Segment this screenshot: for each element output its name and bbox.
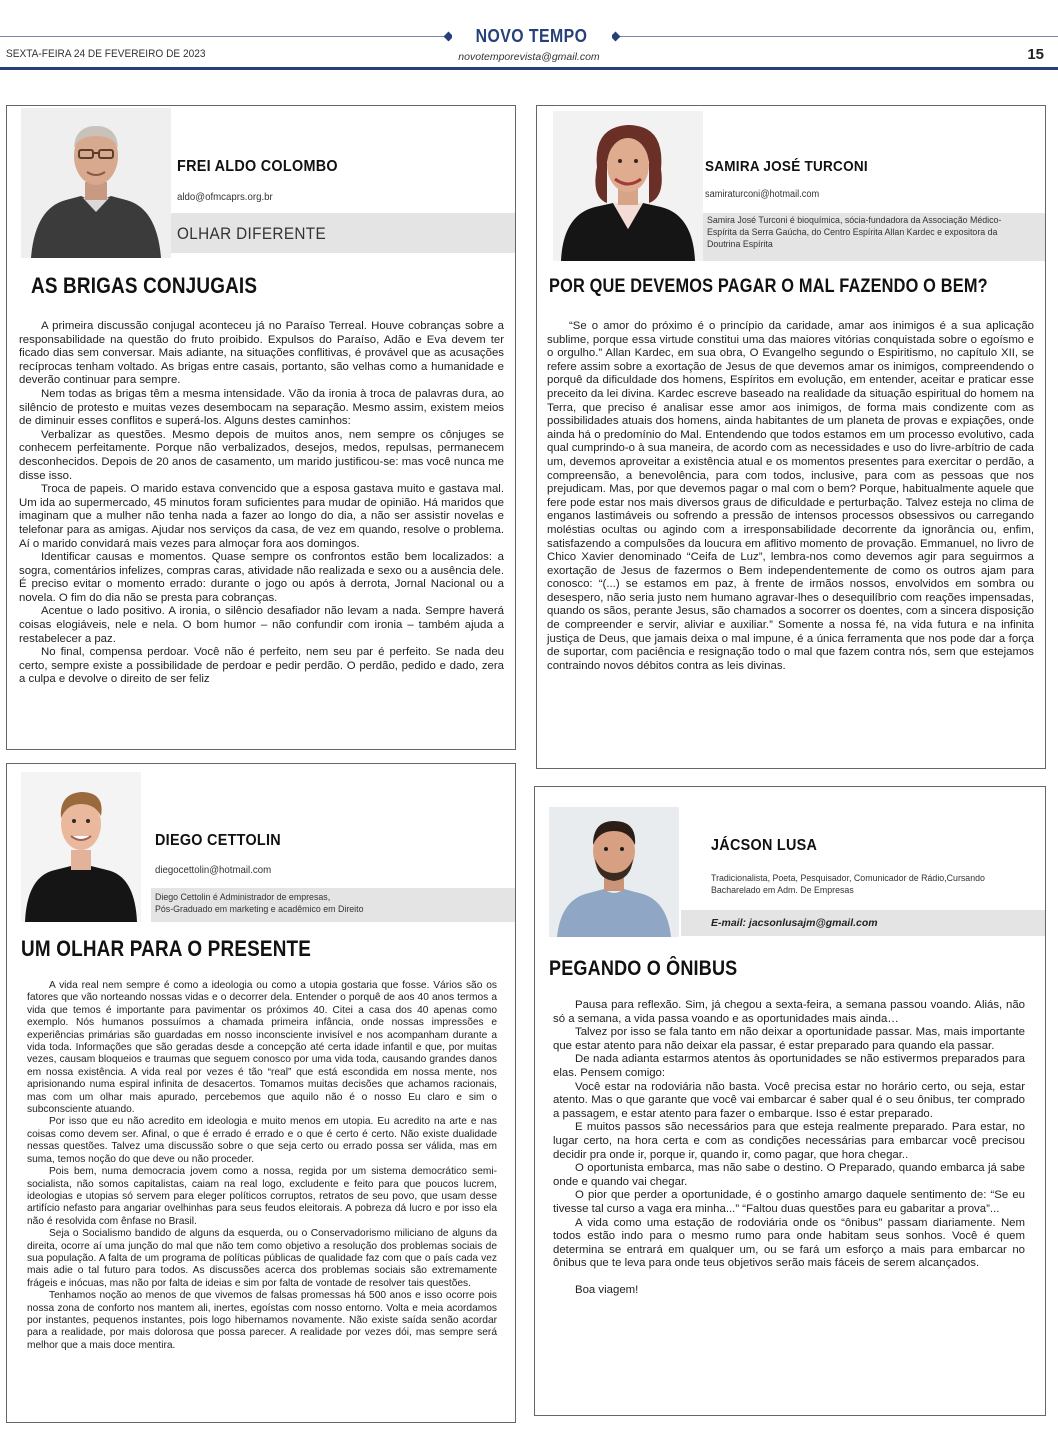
masthead [0,0,1058,72]
page-number: 15 [1027,46,1044,63]
column-samira [536,105,1046,769]
article-body [553,999,1025,1298]
section-label: OLHAR DIFERENTE [177,224,327,243]
author-bio-line-2: Pós-Graduado em marketing e acadêmico em Direito [155,904,364,915]
author-portrait-icon [21,108,171,258]
article-paragraph: Por isso que eu não acredito em ideologia e muito menos em utopia. Eu acredito na arte e nas coisas como devem ser. Afinal, o que é errado é errado e o que é certo é certo. Não existe dualidade nessas questões. Talvez uma discussão sobre o que seja certo ou errado possa ser válida, mas em suma, temos noção do que deve ou não proceder. [27,1116,497,1165]
article-paragraph: Troca de papeis. O marido estava convencido que a esposa gastava muito e gastava mal. Um ida ao supermercado, 45 minutos foram suficientes para mudar de opinião. Há maridos que imaginam que a mulher não tenha nada a fazer ao longo do dia, a não ser assistir novelas e telefonar para as amigas. Ajudar nos serviços da casa, de vez em quando, resolve o problema. Aí o marido convidará mais vezes para almoçar fora aos domingos. [19,483,504,550]
article-title: PEGANDO O ÔNIBUS [549,957,738,980]
article-paragraph: Boa viagem! [575,1284,639,1297]
masthead-bottom-rule [0,67,1058,70]
article-paragraph: Pausa para reflexão. Sim, já chegou a sexta-feira, a semana passou voando. Aliás, não só a semana, a vida passa voando e as oportunidades mais ainda… [553,999,1025,1025]
article-paragraph: Você estar na rodoviária não basta. Você precisa estar no horário certo, ou seja, estar atento. Mas o que garante que você vai embarcar é saber qual é o seu ônibus, ter comprado a passagem, e estar atento para fazer o embarque. Isso é estar preparado. [553,1080,1025,1120]
author-photo-diego [21,772,141,922]
author-bio-line-1: Tradicionalista, Poeta, Pesquisador, Comunicador de Rádio,Cursando [711,873,985,884]
article-title: POR QUE DEVEMOS PAGAR O MAL FAZENDO O BEM? [549,276,988,297]
article-paragraph: Pois bem, numa democracia jovem como a nossa, regida por um sistema democrático semi-socialista, não somos capitalistas, caiam na real logo, excludente e feito para que poucos lucrem, ideologias e utopias só servem para eleger políticos corruptos, retratos de seu povo, que usam desse artifício nefasto para angariar ovelhinhas para seus feudos eleitorais. A pobreza dá lucro e por isso ela não é resolvida com ênfase no Brasil. [27,1166,497,1227]
article-paragraph: Verbalizar as questões. Mesmo depois de muitos anos, nem sempre os cônjuges se conhecem perfeitamente. Porque não verbalizados, desejos, medos, repulsas, permanecem desconhecidos. Depois de 20 anos de casamento, um marido justificou-se: mas você nunca me disse isso. [19,428,504,482]
article-paragraph: A primeira discussão conjugal aconteceu já no Paraíso Terreal. Houve cobranças sobre a responsabilidade na questão do fruto proibido. Expulsos do Paraíso, Adão e Eva devem ter ficado dias sem conversar. Mais adiante, na situações conflitivas, é provável que as acusações recíprocas tenham voltado. As brigas entre casais, portanto, são velhas como a humanidade e deverão continuar para sempre. [19,320,504,387]
article-paragraph: A vida como uma estação de rodoviária onde os “ônibus” passam diariamente. Nem todos estão indo para o mesmo rumo para onde habitam seus sonhos. Você é quem determina se entrará em qualquer um, ou se fará um esforço a mais para embarcar no ônibus que te leva para onde teus objetivos serão mais fáceis de serem alcançados. [553,1216,1025,1270]
article-paragraph: Identificar causas e momentos. Quase sempre os confrontos estão bem localizados: a sogra, comentários infelizes, compras caras, atividade não realizada e sexo ou a ausência dele. É preciso evitar o momento errado: durante o jogo ou após à derrota, Jornal Nacional ou a novela. O fim do dia não se presta para cobranças. [19,551,504,604]
author-bio: Samira José Turconi é bioquímica, sócia-fundadora da Associação Médico-Espírita da Serra Gaúcha, do Centro Espírita Allan Kardec e expositora da Doutrina Espírita [707,215,1002,250]
author-photo-samira [553,111,703,261]
article-paragraph: A vida real nem sempre é como a ideologia ou como a utopia gostaria que fosse. Vários são os fatores que vão norteando nossas vidas e o decorrer dela. Entender o porquê de aos 40 anos termos a vida que temos é importante para pavimentar os próximos 40. Citei a casa dos 40 apenas como exemplo. Nós humanos possuímos a chamada primeira infância, onde nossas impressões e experiências primárias são guardadas em nosso inconsciente invisível e nos acompanham durante a vida toda. Informações que são geradas desde a concepção até certa idade infantil e que, por muitas vezes, causam bloqueios e traumas que seguem conosco por uma vida toda, causando grandes danos em nossa existência. A vida real por vezes é tão “real” que está escondida em nossa mente, nos aprisionando numa espiral infinita de desacertos. Tomamos muitas decisões que achamos racionais, mas com um olhar mais apurado, percebemos que aquilo não é o nosso Eu claro e sim o subconsciente atuando. [27,980,497,1116]
author-email: aldo@ofmcaprs.org.br [177,191,273,203]
diamond-ornament-right [611,32,621,42]
article-paragraph: O pior que perder a oportunidade, é o gostinho amargo daquele sentimento de: “Se eu tivesse tal curso a vaga era minha...” “Faltou duas questões para eu gabaritar a prova”... [553,1189,1025,1215]
article-paragraph: Nem todas as brigas têm a mesma intensidade. Vão da ironia à troca de palavras dura, ao silêncio de protesto e muitas vezes desembocam na separação. Mesmo assim, existem meios de diminuir esses conflitos e superá-los. Alguns destes caminhos: [19,387,504,428]
column-diego [6,763,516,1423]
author-name: JÁCSON LUSA [711,837,818,854]
article-paragraph: “Se o amor do próximo é o princípio da caridade, amar aos inimigos é a sua aplicação sublime, porque essa virtude constitui uma das maiores vitórias conquistada sobre o egoísmo e o orgulho.” Allan Kardec, em sua obra, O Evangelho segundo o Espiritismo, no capítulo XII, se refere assim sobre a exortação de Jesus de que devemos amar os inimigos, compreendendo o porquê da dificuldade dos homens, Espíritos em evolução, em entender, aceitar e praticar esse preceito da lei divina. Kardec escreve baseado na realidade da situação espiritual do homem na Terra, que preciso é analisar esse amor aos inimigos, de forma mais condizente com as possibilidades atuais dos homens, ainda habitantes de um planeta de provas e expiações, onde ainda há o predomínio do Mal. Entendendo que todos estamos em um processo evolutivo, cada qual cumprindo-o à sua maneira, de acordo com as necessidades e uso do livre-arbítrio de cada um, devemos aproveitar a existência atual e os momentos presentes para exercitar o perdão, a compreensão, a benevolência, para com todos, inclusive, para com as pessoas que nos prejudicam. Mas, por que devemos pagar o mal com o bem? Porque, habitualmente aquele que fere pode estar nos mais diversos graus de dificuldade e perturbação. Talvez esteja no clima de enganos lastimáveis ou sofrendo a pressão de intensos processos obsessivos ou carregando moléstias ocultas ou agindo com a irresponsabilidade decorrente da ignorância ou, enfim, satisfazendo a compulsões da loucura em aflitivo momento de provação. Emmanuel, no livro de Chico Xavier denominado “Ceifa de Luz”, lembra-nos como devemos agir para seguirmos a exortação de Jesus de fazermos o Bem independentemente de como os outros ajam para conosco: “(...) se estamos em paz, à frente de irmãos nossos, envolvidos em sombra ou desespero, não seria justo nem humano agravar-lhes o desequilíbrio com reações impensadas, quando os sãos, perante Jesus, são chamados a socorrer os doentes, com a sincera disposição de compreender e servir, aliviar e auxiliar.” Somente a nossa fé, na vida futura e na infinita justiça de Deus, que jamais deixa o mal impune, é a única ferramenta que nos pode dar a força de suportar, com paciência e resignação todo o mal que fazem contra nós, sem que estejamos contraindo novos débitos contra as leis divinas. [547,320,1034,672]
author-portrait-icon [549,807,679,937]
masthead-title-box [452,22,612,52]
article-paragraph: Acentue o lado positivo. A ironia, o silêncio desafiador não levam a nada. Sempre haverá coisas elogiáveis, nele e nela. O bom humor – não confundir com ironia – também ajuda a restabelecer a paz. [19,605,504,645]
author-name: DIEGO CETTOLIN [155,832,281,849]
article-paragraph: Talvez por isso se fala tanto em não deixar a oportunidade passar. Mas, mais importante que estar atento para não deixar ela passar, é estar preparado para quando ela passar. [553,1026,1025,1052]
article-paragraph: E muitos passos são necessários para que esteja realmente preparado. Para estar, no lugar certo, na hora certa e com as condições necessárias para embarcar você precisou decidir pra onde ir, porque ir, quando ir, como pagar, que hora chegar.. [553,1121,1025,1161]
article-title: UM OLHAR PARA O PRESENTE [21,936,312,961]
author-email: samiraturconi@hotmail.com [705,189,820,200]
author-name: SAMIRA JOSÉ TURCONI [705,158,868,175]
author-email: diegocettolin@hotmail.com [155,864,272,876]
article-body [19,320,504,687]
article-paragraph: Tenhamos noção ao menos de que vivemos de falsas promessas há 500 anos e isso ocorre pois nossa zona de conforto nos mantem ali, inertes, egoístas com nosso entorno. Volta e meia acordamos por instantes, pequenos instantes, pois logo hibernamos novamente. Não existe saída senão acordar para a realidade, por mais dolorosa que possa parecer. A realidade por vezes dói, mas sempre será melhor que a mais doce mentira. [27,1290,497,1351]
article-paragraph: No final, compensa perdoar. Você não é perfeito, nem seu par é perfeito. Se nada deu certo, sempre existe a possibilidade de perdoar e pedir perdão. O perdão, pedido e dado, zera a culpa e devolve o direito de ser feliz [19,646,504,686]
author-portrait-icon [21,772,141,922]
article-title: AS BRIGAS CONJUGAIS [31,273,258,298]
article-paragraph: De nada adianta estarmos atentos às oportunidades se não estivermos preparados para elas. Pensem comigo: [553,1053,1025,1079]
author-bio-line-2: Bacharelado em Adm. De Empresas [711,885,854,896]
masthead-email: novotemporevista@gmail.com [458,51,600,63]
author-photo-frei-aldo [21,108,171,258]
column-frei-aldo [6,105,516,750]
masthead-title: NOVO TEMPO [476,26,588,46]
article-body [547,320,1034,673]
column-jacson [534,786,1046,1416]
article-paragraph: O oportunista embarca, mas não sabe o destino. O Preparado, quando embarca já sabe onde e quando vai chegar. [553,1162,1025,1188]
masthead-date: SEXTA-FEIRA 24 DE FEVEREIRO DE 2023 [6,48,206,60]
author-name: FREI ALDO COLOMBO [177,158,338,175]
author-photo-jacson [549,807,679,937]
article-body [27,980,497,1352]
author-bio-line-1: Diego Cettolin é Administrador de empresas, [155,892,331,903]
article-paragraph: Seja o Socialismo bandido de alguns da esquerda, ou o Conservadorismo miliciano de alguns da direita, ocorre aí uma junção do mal que não tem como objetivo a resolução dos problemas sociais de sua população. A falta de um programa de políticas públicas de qualidade faz com que o país cada vez mais adie o tal futuro para todos. As discussões acerca dos problemas sociais são extremamente frágeis e inócuas, mas não por falta de ideias e sim por falta de vontade de resolver tais questões. [27,1228,497,1289]
author-portrait-icon [553,111,703,261]
author-email: E-mail: jacsonlusajm@gmail.com [711,917,878,929]
article-paragraph [553,1271,1025,1285]
